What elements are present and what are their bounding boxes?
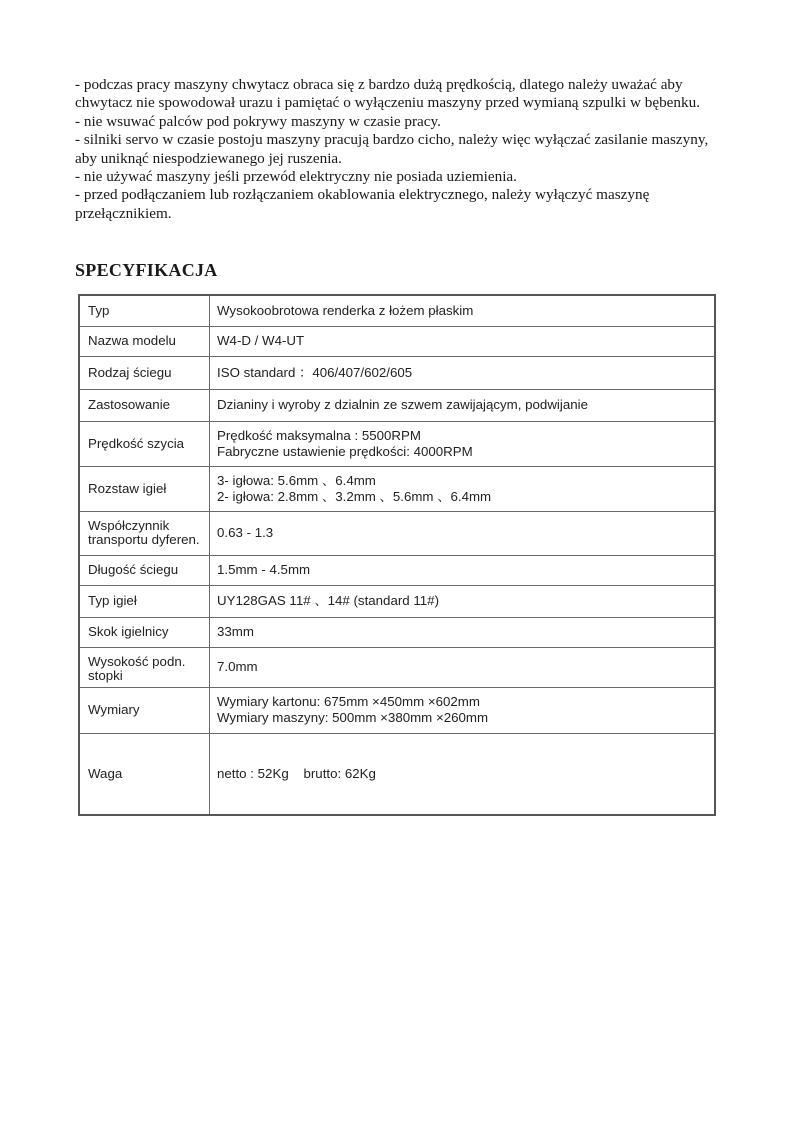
value-line: 2- igłowa: 2.8mm 、3.2mm 、5.6mm 、6.4mm (217, 488, 492, 504)
safety-note: - nie używać maszyny jeśli przewód elektryczny nie posiada uziemienia. (75, 168, 517, 186)
row-label: Rozstaw igieł (79, 466, 210, 511)
value-line: 33mm (217, 624, 254, 639)
table-row (79, 733, 715, 815)
row-label: Długość ściegu (79, 555, 210, 585)
row-label: Zastosowanie (79, 389, 210, 421)
row-value (210, 466, 716, 511)
row-value (210, 647, 716, 687)
value-line: netto : 52Kg brutto: 62Kg (217, 765, 376, 781)
row-label: Nazwa modelu (79, 326, 210, 356)
value-line: 0.63 - 1.3 (217, 525, 274, 540)
table-row (79, 647, 715, 687)
value-line: Wymiary maszyny: 500mm ×380mm ×260mm (217, 710, 489, 725)
row-value (210, 326, 716, 356)
row-label: Prędkość szycia (79, 421, 210, 466)
row-value (210, 687, 716, 733)
row-label: Skok igielnicy (79, 617, 210, 647)
value-line: Prędkość maksymalna : 5500RPM (217, 427, 421, 443)
row-label: Typ (79, 295, 210, 326)
safety-notes (75, 76, 725, 223)
table-row (79, 295, 715, 326)
row-label: Wymiary (79, 687, 210, 733)
row-value (210, 356, 716, 389)
row-value (210, 389, 716, 421)
row-label: Typ igieł (79, 585, 210, 617)
value-line: Dzianiny i wyroby z dzialnin ze szwem zawijającym, podwijanie (217, 397, 588, 412)
row-value (210, 421, 716, 466)
row-label: Współczynnik transportu dyferen. (79, 511, 210, 555)
value-line: Wymiary kartonu: 675mm ×450mm ×602mm (217, 694, 480, 709)
table-row (79, 389, 715, 421)
row-value (210, 733, 716, 815)
safety-note: - podczas pracy maszyny chwytacz obraca się z bardzo dużą prędkością, dlatego należy uważać aby chwytacz nie spowodował urazu i pamiętać o wyłączeniu maszyny przed wymianą szpulki w bębenku. (75, 76, 701, 112)
value-line: Wysokoobrotowa renderka z łożem płaskim (217, 302, 474, 318)
table-row (79, 326, 715, 356)
row-value (210, 511, 716, 555)
value-line: 3- igłowa: 5.6mm 、6.4mm (217, 472, 376, 488)
value-line: 7.0mm (217, 659, 258, 674)
value-line: ISO standard ：406/407/602/605 (217, 364, 413, 380)
table-row (79, 617, 715, 647)
value-line: W4-D / W4-UT (217, 333, 305, 348)
specification-table (78, 294, 716, 816)
value-line: 1.5mm - 4.5mm (217, 562, 311, 577)
safety-note: - przed podłączaniem lub rozłączaniem okablowania elektrycznego, należy wyłączyć maszynę przełącznikiem. (75, 186, 650, 222)
table-row (79, 687, 715, 733)
table-row (79, 585, 715, 617)
table-row (79, 555, 715, 585)
section-title: SPECYFIKACJA (75, 260, 218, 280)
row-value (210, 295, 716, 326)
row-label: Rodzaj ściegu (79, 356, 210, 389)
row-label: Waga (79, 733, 210, 815)
table-row (79, 421, 715, 466)
safety-note: - silniki servo w czasie postoju maszyny pracują bardzo cicho, należy więc wyłączać zasilanie maszyny, aby uniknąć niespodziewanego jej ruszenia. (75, 131, 709, 167)
table-row (79, 511, 715, 555)
value-line: UY128GAS 11# 、14# (standard 11#) (217, 593, 439, 608)
table-row (79, 356, 715, 389)
row-label: Wysokość podn. stopki (79, 647, 210, 687)
safety-note: - nie wsuwać palców pod pokrywy maszyny w czasie pracy. (75, 112, 441, 130)
row-value (210, 585, 716, 617)
value-line: Fabryczne ustawienie prędkości: 4000RPM (217, 443, 473, 459)
row-value (210, 555, 716, 585)
row-value (210, 617, 716, 647)
table-row (79, 466, 715, 511)
